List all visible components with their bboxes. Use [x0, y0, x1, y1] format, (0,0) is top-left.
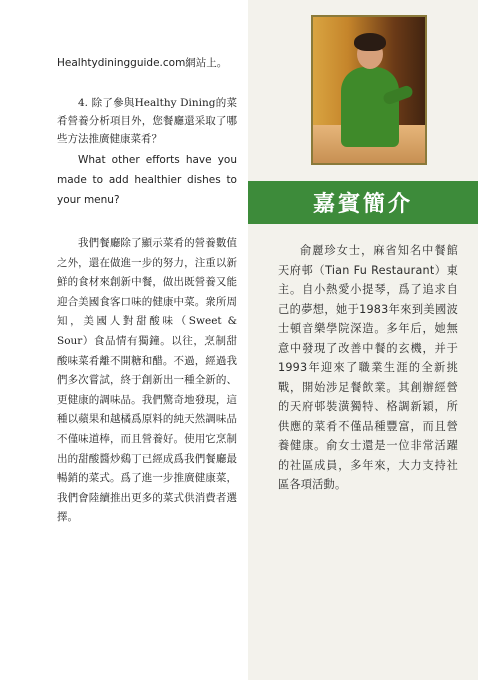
question-english: What other efforts have you made to add healthier dishes to your menu? [57, 154, 237, 206]
website-name: Healhtydiningguide.com [57, 57, 186, 69]
question-chinese: 4. 除了參與Healthy Dining的菜肴營養分析項目外，您餐廳還采取了哪些方法推廣健康菜肴？ [57, 97, 237, 145]
interview-question [57, 94, 237, 210]
website-suffix: 網站上。 [185, 57, 228, 69]
website-line [57, 55, 237, 71]
banner-title: 嘉賓簡介 [312, 191, 413, 217]
guest-photo [311, 15, 427, 165]
interview-answer: 我們餐廳除了顯示菜肴的營養數值之外，還在做進一步的努力，注重以新鮮的食材來創新中餐，做出既營養又能迎合美國食客口味的健康中菜。衆所周知，美國人對甜酸味（Sweet & Sour）食品情有獨鐘。以往，烹制甜酸味菜肴離不開糖和醋。不過，經過我們多次嘗試，終于創新出一種全新的、更健康的調味品。我們驚奇地發現，這種以蘋果和越橘爲原料的純天然調味品不僅味道棒，而且營養好。使用它烹制出的甜酸醬炒鷄丁已經成爲我們餐廳最暢銷的菜式。爲了進一步推廣健康菜，我們會陸續推出更多的菜式供消費者選擇。 [57, 237, 237, 524]
guest-intro-banner [248, 181, 478, 224]
guest-bio: 俞麗珍女士，麻省知名中餐館天府邨（Tian Fu Restaurant）東主。自小熱愛小提琴，爲了追求自己的夢想，她于1983年來到美國波士頓音樂學院深造。多年后，她無意中發現了改善中餐的玄機，并于1993年迎來了職業生涯的全新挑戰，開始涉足餐飲業。其創辦經營的天府邨裝潢獨特、格調新穎，所供應的菜肴不僅品種豐富，而且營養健康。俞女士還是一位非常活躍的社區成員，多年來，大力支持社區各項活動。 [278, 244, 458, 491]
